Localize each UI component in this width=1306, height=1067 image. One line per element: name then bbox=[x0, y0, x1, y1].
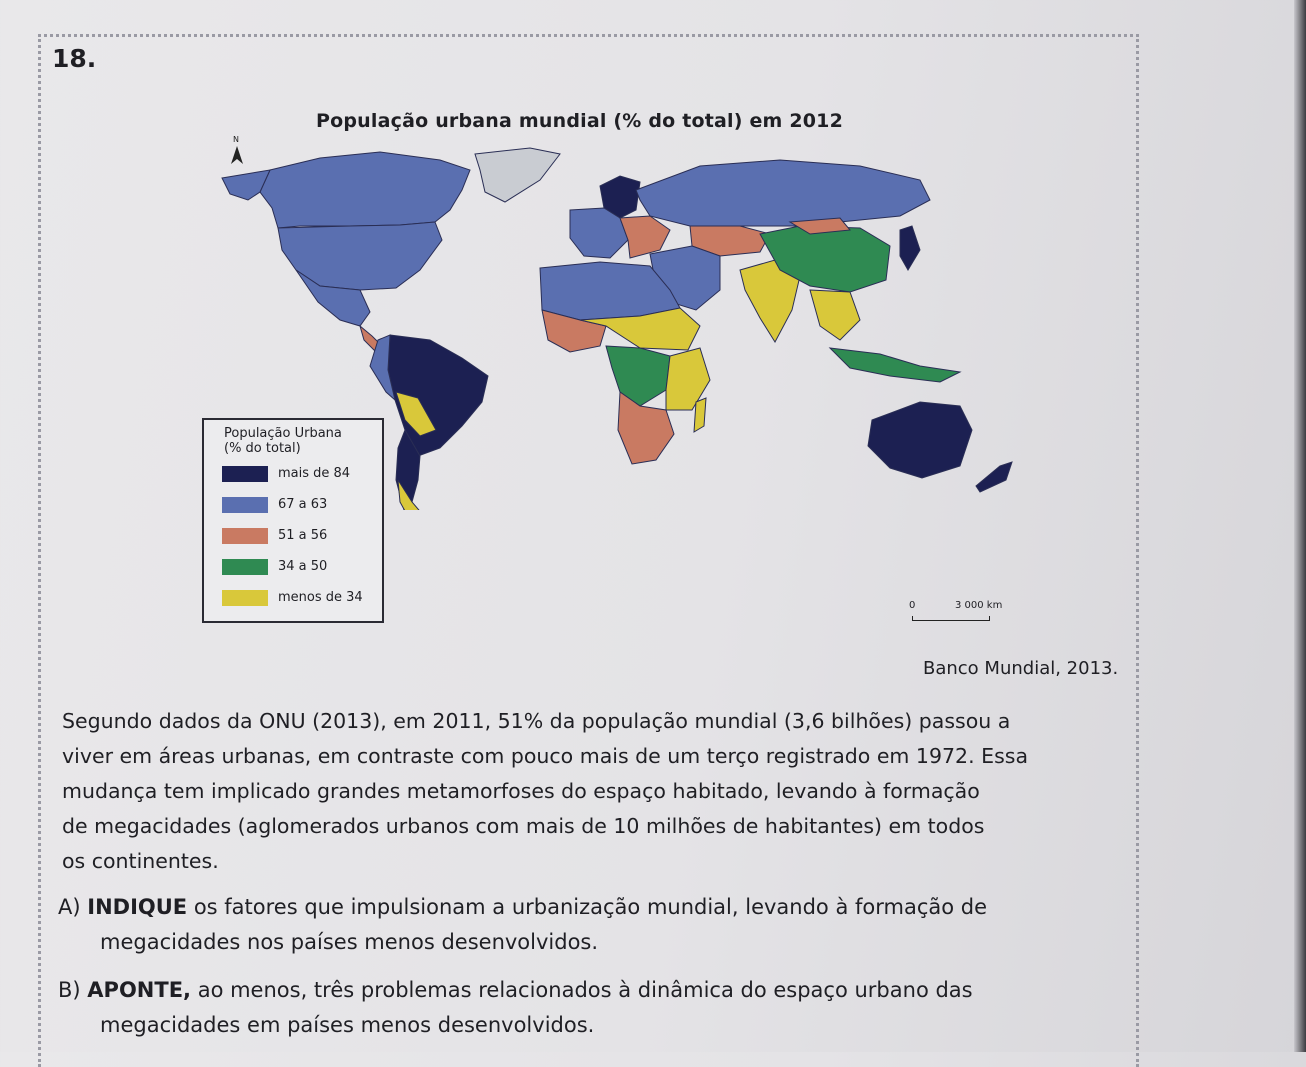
item-b bbox=[58, 977, 973, 1003]
north-label: N bbox=[233, 135, 239, 144]
item-b-line2: megacidades em países menos desenvolvidos. bbox=[100, 1013, 595, 1037]
item-b-line1: ao menos, três problemas relacionados à dinâmica do espaço urbano das bbox=[197, 978, 973, 1002]
paragraph-line: viver em áreas urbanas, em contraste com pouco mais de um terço registrado em 1972. Essa bbox=[62, 744, 1029, 768]
map-title: População urbana mundial (% do total) em 2012 bbox=[316, 110, 844, 132]
region-indonesia bbox=[830, 348, 960, 382]
item-a bbox=[58, 894, 987, 920]
item-a-prefix: A) bbox=[58, 895, 81, 919]
legend-swatch bbox=[222, 528, 268, 544]
item-a-line2: megacidades nos países menos desenvolvidos. bbox=[100, 930, 599, 954]
paragraph-line: de megacidades (aglomerados urbanos com mais de 10 milhões de habitantes) em todos bbox=[62, 814, 985, 838]
region-japan-korea bbox=[900, 226, 920, 270]
legend-swatch bbox=[222, 559, 268, 575]
map-legend bbox=[202, 418, 384, 623]
region-russia bbox=[636, 160, 930, 226]
scale-line bbox=[912, 616, 990, 621]
item-a-line1: os fatores que impulsionam a urbanização mundial, levando à formação de bbox=[193, 895, 988, 919]
scale-distance: 3 000 km bbox=[955, 600, 1003, 611]
page-edge-shadow bbox=[1294, 0, 1306, 1052]
legend-title-line2: (% do total) bbox=[224, 441, 301, 456]
north-arrow-icon bbox=[231, 135, 243, 164]
legend-swatch bbox=[222, 497, 268, 513]
legend-label: 51 a 56 bbox=[278, 528, 328, 543]
legend-label: menos de 34 bbox=[278, 590, 363, 605]
legend-title-line1: População Urbana bbox=[224, 426, 342, 441]
scale-zero: 0 bbox=[909, 600, 916, 611]
region-new-zealand bbox=[976, 462, 1012, 492]
region-southeast-asia bbox=[810, 290, 860, 340]
item-b-prefix: B) bbox=[58, 978, 81, 1002]
region-madagascar bbox=[694, 398, 706, 432]
paragraph-line: mudança tem implicado grandes metamorfoses do espaço habitado, levando à formação bbox=[62, 779, 980, 803]
paragraph-line: os continentes. bbox=[62, 849, 219, 873]
item-b-keyword: APONTE, bbox=[87, 978, 192, 1002]
legend-title bbox=[224, 426, 342, 456]
region-canada bbox=[260, 152, 470, 228]
region-australia bbox=[868, 402, 972, 478]
paragraph-line: Segundo dados da ONU (2013), em 2011, 51% da população mundial (3,6 bilhões) passou a bbox=[62, 709, 1011, 733]
legend-label: 67 a 63 bbox=[278, 497, 328, 512]
question-number: 18. bbox=[52, 44, 97, 73]
region-greenland bbox=[475, 148, 560, 202]
scale-bar bbox=[905, 598, 1015, 628]
map-source: Banco Mundial, 2013. bbox=[923, 658, 1119, 679]
region-central-africa bbox=[606, 346, 670, 406]
item-a-keyword: INDIQUE bbox=[87, 895, 188, 919]
legend-swatch bbox=[222, 466, 268, 482]
legend-label: mais de 84 bbox=[278, 466, 351, 481]
legend-label: 34 a 50 bbox=[278, 559, 328, 574]
legend-swatch bbox=[222, 590, 268, 606]
